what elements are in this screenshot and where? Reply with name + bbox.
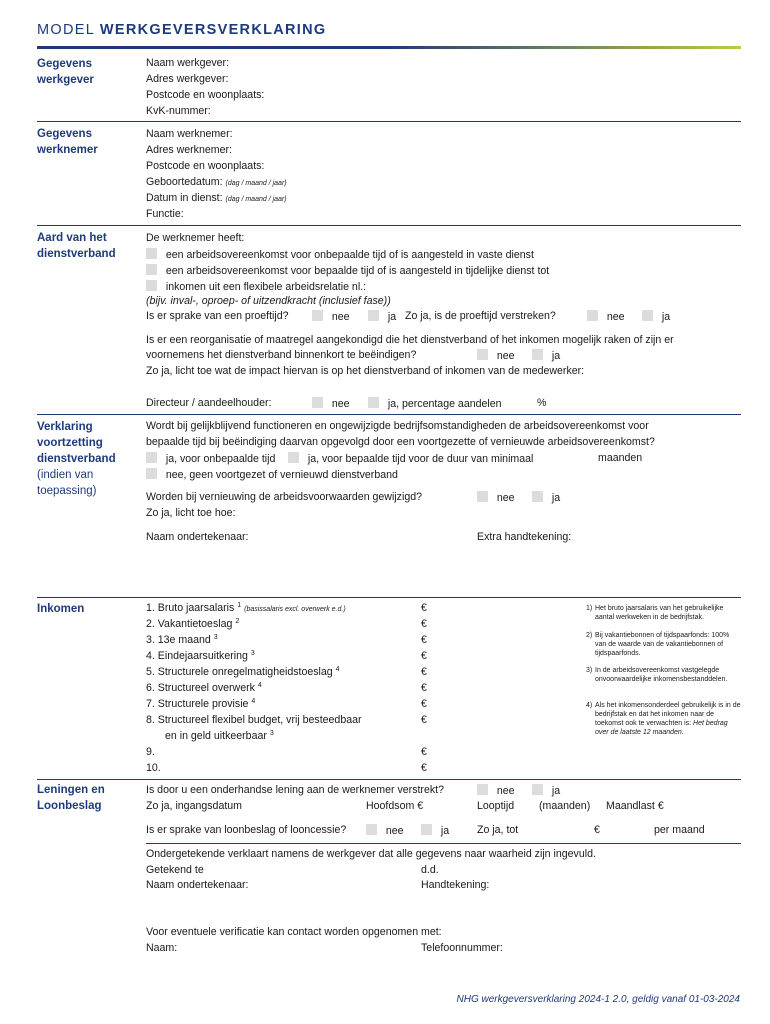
checkbox[interactable] — [532, 784, 543, 795]
field-kvk-nummer[interactable]: KvK-nummer: — [146, 105, 211, 117]
field-maandlast[interactable]: Maandlast € — [606, 800, 664, 812]
field-naam-ondertekenaar[interactable]: Naam ondertekenaar: — [146, 531, 249, 543]
verstreken-nee[interactable]: nee — [587, 310, 625, 323]
option-flexibel[interactable]: inkomen uit een flexibele arbeidsrelatie nl.: — [146, 280, 366, 293]
euro-sign: € — [421, 682, 427, 694]
dga-nee[interactable]: nee — [312, 397, 350, 410]
loonbeslag-per-maand: per maand — [654, 824, 705, 836]
euro-sign: € — [421, 650, 427, 662]
inkomen-item-8[interactable]: 8. Structureel flexibel budget, vrij besteedbaar — [146, 714, 362, 726]
checkbox[interactable] — [312, 397, 323, 408]
inkomen-item-1[interactable]: 1. Bruto jaarsalaris $^1$ (basissalaris excl. overwerk e.d.) — [146, 602, 346, 614]
maanden-label: maanden — [598, 452, 643, 464]
reorganisatie-nee[interactable]: nee — [477, 349, 515, 362]
checkbox[interactable] — [477, 349, 488, 360]
option-nee-geen-voortzetting[interactable]: nee, geen voortgezet of vernieuwd dienstverband — [146, 468, 398, 481]
proeftijd-nee[interactable]: nee — [312, 310, 350, 323]
dga-question: Directeur / aandeelhouder: — [146, 397, 272, 409]
divider — [37, 414, 741, 415]
option-onbepaalde-tijd[interactable]: een arbeidsovereenkomst voor onbepaalde tijd of is aangesteld in vaste dienst — [146, 248, 534, 261]
euro-sign: € — [421, 634, 427, 646]
euro-sign: € — [421, 762, 427, 774]
checkbox[interactable] — [587, 310, 598, 321]
voortzetting-question-line1: Wordt bij gelijkblijvend functioneren en ongewijzigde bedrijfsomstandigheden de arbeidsovereenkomst voor — [146, 420, 649, 432]
footnote-1: 1) Het bruto jaarsalaris van het gebruikelijke aantal werkweken in de bedrijfstak. — [586, 605, 724, 621]
looptijd-unit: (maanden) — [539, 800, 591, 812]
title-light: MODEL — [37, 22, 95, 38]
field-handtekening[interactable]: Handtekening: — [421, 879, 490, 891]
inkomen-item-8-cont: en in geld uitkeerbaar $^3$ — [165, 730, 274, 742]
inkomen-item-4[interactable]: 4. Eindejaarsuitkering $^3$ — [146, 650, 255, 662]
loonbeslag-euro: € — [594, 824, 600, 836]
checkbox[interactable] — [146, 468, 157, 479]
footnote-4: 4) Als het inkomensonderdeel gebruikelijk is in de bedrijfstak en dat het inkomen naar de toekomst ook te verwachten is: Het bedrag over de laatste 12 maanden. — [586, 702, 741, 736]
checkbox[interactable] — [146, 280, 157, 291]
lening-nee[interactable]: nee — [477, 784, 515, 797]
reorganisatie-toelichting[interactable]: Zo ja, licht toe wat de impact hiervan is op het dienstverband of inkomen van de medewerker: — [146, 365, 585, 377]
field-postcode-werknemer[interactable]: Postcode en woonplaats: — [146, 160, 265, 172]
field-datum[interactable]: d.d. — [421, 864, 439, 876]
checkbox[interactable] — [146, 264, 157, 275]
reorganisatie-question-line2: voornemens het dienstverband binnenkort te beëindigen? — [146, 349, 417, 361]
euro-sign: € — [421, 602, 427, 614]
divider — [37, 225, 741, 226]
section-heading-inkomen: Inkomen — [37, 603, 85, 615]
option-ja-onbepaald[interactable]: ja, voor onbepaalde tijd — [146, 452, 275, 465]
divider — [37, 779, 741, 780]
reorganisatie-question-line1: Is er een reorganisatie of maatregel aangekondigd die het dienstverband of het inkomen mogelijk raken of zijn er — [146, 334, 674, 346]
inkomen-item-5[interactable]: 5. Structurele onregelmatigheidstoeslag $^4$ — [146, 666, 340, 678]
inkomen-item-7[interactable]: 7. Structurele provisie $^4$ — [146, 698, 256, 710]
field-getekend-te[interactable]: Getekend te — [146, 864, 204, 876]
inkomen-item-3[interactable]: 3. 13e maand $^3$ — [146, 634, 218, 646]
field-naam-werkgever[interactable]: Naam werkgever: — [146, 57, 230, 69]
checkbox[interactable] — [532, 491, 543, 502]
checkbox[interactable] — [146, 248, 157, 259]
loonbeslag-nee[interactable]: nee — [366, 824, 404, 837]
field-naam-ondertekenaar-2[interactable]: Naam ondertekenaar: — [146, 879, 249, 891]
footer-version: NHG werkgeversverklaring 2024-1 2.0, geldig vanaf 01-03-2024 — [456, 994, 740, 1005]
euro-sign: € — [421, 666, 427, 678]
field-telefoonnummer[interactable]: Telefoonnummer: — [421, 942, 503, 954]
field-naam-werknemer[interactable]: Naam werknemer: — [146, 128, 233, 140]
loonbeslag-ja[interactable]: ja — [421, 824, 449, 837]
field-hoofdsom[interactable]: Hoofdsom € — [366, 800, 424, 812]
section-heading-voortzetting: Verklaring voortzetting dienstverband (indien van toepassing) — [37, 421, 116, 497]
loonbeslag-tot[interactable]: Zo ja, tot — [477, 824, 519, 836]
wijziging-nee[interactable]: nee — [477, 491, 515, 504]
checkbox[interactable] — [477, 784, 488, 795]
euro-sign: € — [421, 746, 427, 758]
euro-sign: € — [421, 714, 427, 726]
loonbeslag-question: Is er sprake van loonbeslag of looncessie? — [146, 824, 347, 836]
wijziging-question: Worden bij vernieuwing de arbeidsvoorwaarden gewijzigd? — [146, 491, 422, 503]
proeftijd-ja[interactable]: ja — [368, 310, 396, 323]
divider — [37, 121, 741, 122]
checkbox[interactable] — [477, 491, 488, 502]
title-bold: WERKGEVERSVERKLARING — [99, 22, 327, 38]
lening-question: Is door u een onderhandse lening aan de werknemer verstrekt? — [146, 784, 444, 796]
field-looptijd[interactable]: Looptijd — [477, 800, 515, 812]
wijziging-ja[interactable]: ja — [532, 491, 560, 504]
voortzetting-question-line2: bepaalde tijd bij beëindiging daarvan opgevolgd door een voortgezette of vernieuwde arbeidsovereenkomst? — [146, 436, 655, 448]
checkbox[interactable] — [288, 452, 299, 463]
field-functie[interactable]: Functie: — [146, 208, 184, 220]
checkbox[interactable] — [368, 310, 379, 321]
section-heading-leningen: Leningen en Loonbeslag — [37, 784, 105, 812]
wijziging-toelichting[interactable]: Zo ja, licht toe hoe: — [146, 507, 236, 519]
dienstverband-intro: De werknemer heeft: — [146, 232, 245, 244]
option-ja-bepaald[interactable]: ja, voor bepaalde tijd voor de duur van minimaal — [288, 452, 533, 465]
section-heading-werknemer: Gegevens werknemer — [37, 128, 98, 156]
field-geboortedatum[interactable]: Geboortedatum: (dag / maand / jaar) — [146, 176, 287, 188]
field-contact-naam[interactable]: Naam: — [146, 942, 178, 954]
checkbox[interactable] — [312, 310, 323, 321]
proeftijd-verstreken-question: Zo ja, is de proeftijd verstreken? — [405, 310, 556, 322]
euro-sign: € — [421, 618, 427, 630]
verstreken-ja[interactable]: ja — [642, 310, 670, 323]
inkomen-item-6[interactable]: 6. Structureel overwerk $^4$ — [146, 682, 262, 694]
title-rule — [37, 46, 741, 49]
field-datum-in-dienst[interactable]: Datum in dienst: (dag / maand / jaar) — [146, 192, 287, 204]
footnote-3: 3) In de arbeidsovereenkomst vastgelegde onvoorwaardelijke inkomensbestanddelen. — [586, 667, 728, 683]
checkbox[interactable] — [368, 397, 379, 408]
flexibel-note: (bijv. inval-, oproep- of uitzendkracht (inclusief fase)) — [146, 295, 391, 307]
footnote-2: 2) Bij vakantiebonnen of tijdspaarfonds: 100% van de waarde van de vakantiebonnen of tijdspaarfonds. — [586, 632, 730, 657]
dga-percent: % — [537, 397, 547, 409]
field-adres-werkgever[interactable]: Adres werkgever: — [146, 73, 229, 85]
verificatie-text: Voor eventuele verificatie kan contact worden opgenomen met: — [146, 926, 442, 938]
lening-ja[interactable]: ja — [532, 784, 560, 797]
euro-sign: € — [421, 698, 427, 710]
option-bepaalde-tijd[interactable]: een arbeidsovereenkomst voor bepaalde tijd of is aangesteld in tijdelijke dienst tot — [146, 264, 549, 277]
verklaring-text: Ondergetekende verklaart namens de werkgever dat alle gegevens naar waarheid zijn ingevuld. — [146, 848, 596, 860]
field-postcode-werkgever[interactable]: Postcode en woonplaats: — [146, 89, 265, 101]
checkbox[interactable] — [366, 824, 377, 835]
field-extra-handtekening[interactable]: Extra handtekening: — [477, 531, 572, 543]
page-title — [37, 22, 326, 38]
proeftijd-question: Is er sprake van een proeftijd? — [146, 310, 289, 322]
dga-ja[interactable]: ja, percentage aandelen — [368, 397, 502, 410]
checkbox[interactable] — [642, 310, 653, 321]
checkbox[interactable] — [532, 349, 543, 360]
field-adres-werknemer[interactable]: Adres werknemer: — [146, 144, 232, 156]
inkomen-item-2[interactable]: 2. Vakantietoeslag $^2$ — [146, 618, 240, 630]
inkomen-item-9[interactable]: 9. — [146, 746, 155, 758]
inkomen-item-10[interactable]: 10. — [146, 762, 161, 774]
field-ingangsdatum[interactable]: Zo ja, ingangsdatum — [146, 800, 242, 812]
divider — [37, 597, 741, 598]
divider — [146, 843, 741, 844]
checkbox[interactable] — [146, 452, 157, 463]
reorganisatie-ja[interactable]: ja — [532, 349, 560, 362]
section-heading-werkgever: Gegevens werkgever — [37, 58, 94, 86]
section-heading-dienstverband: Aard van het dienstverband — [37, 232, 116, 260]
checkbox[interactable] — [421, 824, 432, 835]
